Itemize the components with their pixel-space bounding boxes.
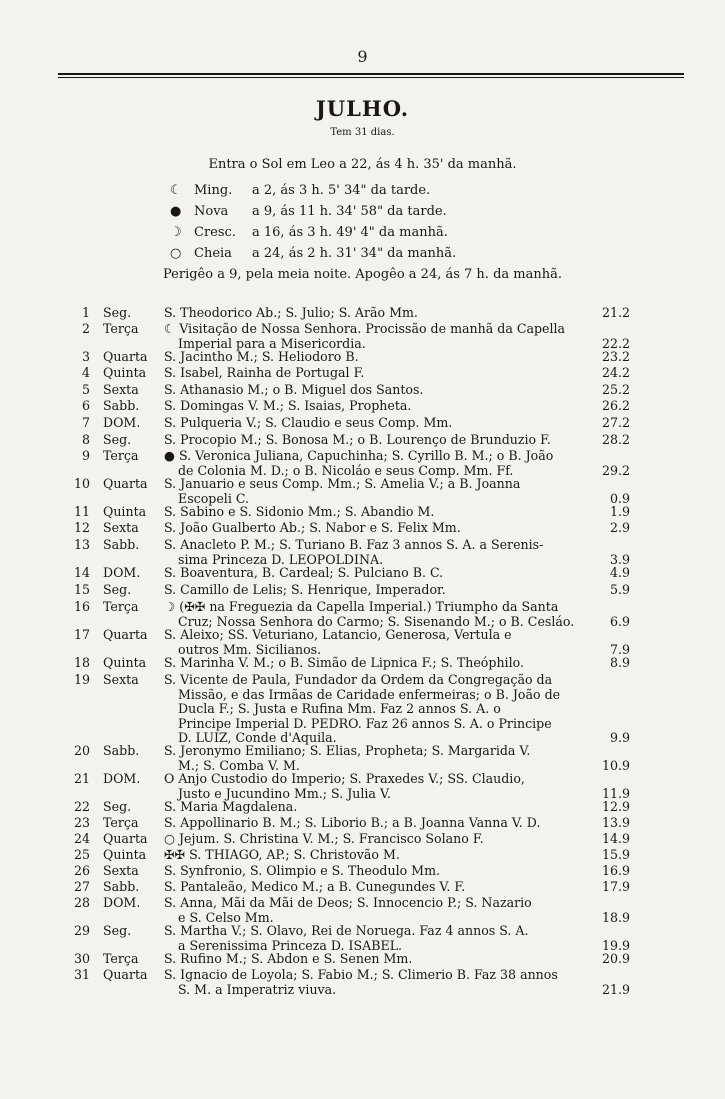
weekday: Terça xyxy=(103,448,139,463)
description-line: a Serenissima Princeza D. ISABEL. xyxy=(178,937,403,953)
moon-phase-line xyxy=(170,204,447,219)
description-line: S. Rufino M.; S. Abdon e S. Senen Mm. xyxy=(164,951,413,966)
weekday: Seg. xyxy=(103,305,132,320)
day-number: 22 xyxy=(73,799,90,814)
description-line: S. Januario e seus Comp. Mm.; S. Amelia V.; a B. Joanna xyxy=(164,476,521,491)
moon-phase-name: Cresc. xyxy=(194,225,236,240)
day-number: 18 xyxy=(73,655,90,670)
moon-phase-name: Cheia xyxy=(194,246,232,261)
day-number: 6 xyxy=(81,398,90,413)
description-line: Missão, e das Irmãas de Caridade enfermeiras; o B. João de xyxy=(178,686,561,702)
description-line: S. Camillo de Lelis; S. Henrique, Imperador. xyxy=(164,582,446,597)
description-line: S. Athanasio M.; o B. Miguel dos Santos. xyxy=(164,382,424,397)
description-line: S. Sabino e S. Sidonio Mm.; S. Abandio M. xyxy=(164,504,435,519)
description-line: O Anjo Custodio do Imperio; S. Praxedes V.; SS. Claudio, xyxy=(164,771,525,786)
moon-age-number: 11.9 xyxy=(602,785,631,801)
saints-description xyxy=(164,896,608,925)
moon-age-number: 26.2 xyxy=(602,398,631,413)
moon-age-number: 5.9 xyxy=(609,582,630,597)
description-line: S. Anna, Mãi da Mãi de Deos; S. Innocencio P.; S. Nazario xyxy=(164,895,532,910)
weekday: Sabb. xyxy=(103,743,140,758)
saints-description xyxy=(164,538,608,567)
saints-description xyxy=(164,505,608,520)
day-number: 12 xyxy=(73,520,90,535)
weekday: Seg. xyxy=(103,582,132,597)
saints-description xyxy=(164,880,608,895)
moon-age-number: 24.2 xyxy=(602,365,631,380)
moon-phase-icon: ☽ xyxy=(170,225,182,240)
description-line: ✠✠ S. THIAGO, AP.; S. Christovão M. xyxy=(164,847,400,862)
sun-entry-line: Entra o Sol em Leo a 22, ás 4 h. 35' da manhã. xyxy=(208,157,517,172)
saints-description xyxy=(164,832,608,847)
weekday: Sabb. xyxy=(103,537,140,552)
moon-age-number: 6.9 xyxy=(609,613,630,629)
moon-age-number: 27.2 xyxy=(602,415,631,430)
moon-age-number: 13.9 xyxy=(602,815,631,830)
moon-phase-time: a 2, ás 3 h. 5' 34" da tarde. xyxy=(252,183,431,198)
moon-age-number: 22.2 xyxy=(602,335,631,351)
saints-description xyxy=(164,744,608,773)
moon-age-number: 21.2 xyxy=(602,305,631,320)
weekday: Quarta xyxy=(103,967,148,982)
description-line: ☽ (✠✠ na Freguezia da Capella Imperial.) Triumpho da Santa xyxy=(164,599,559,614)
weekday: Terça xyxy=(103,951,139,966)
month-title: JULHO. xyxy=(315,96,410,121)
day-number: 28 xyxy=(73,895,90,910)
description-line: ● S. Veronica Juliana, Capuchinha; S. Cyrillo B. M.; o B. João xyxy=(164,448,554,463)
saints-description xyxy=(164,350,608,365)
description-line: Justo e Jucundino Mm.; S. Julia V. xyxy=(178,785,391,801)
header-rule xyxy=(58,73,684,75)
description-line: S. Vicente de Paula, Fundador da Ordem da Congregação da xyxy=(164,672,553,687)
saints-description xyxy=(164,399,608,414)
header-rule-thin xyxy=(58,77,684,78)
day-number: 19 xyxy=(73,672,90,687)
moon-phase-line xyxy=(170,183,430,198)
moon-age-number: 2.9 xyxy=(609,520,630,535)
day-number: 14 xyxy=(73,565,90,580)
description-line: S. Maria Magdalena. xyxy=(164,799,298,814)
description-line: ○ Jejum. S. Christina V. M.; S. Francisco Solano F. xyxy=(164,831,484,846)
day-number: 26 xyxy=(73,863,90,878)
moon-age-number: 12.9 xyxy=(602,799,631,814)
description-line: S. Domingas V. M.; S. Isaias, Propheta. xyxy=(164,398,412,413)
description-line: Ducla F.; S. Justa e Rufina Mm. Faz 2 annos S. A. o xyxy=(178,701,501,717)
description-line: S. Procopio M.; S. Bonosa M.; o B. Lourenço de Brunduzio F. xyxy=(164,432,551,447)
perigee-line: Perigêo a 9, pela meia noite. Apogêo a 24, ás 7 h. da manhã. xyxy=(163,267,562,282)
moon-age-number: 17.9 xyxy=(602,879,631,894)
description-line: S. Anacleto P. M.; S. Turiano B. Faz 3 annos S. A. a Serenis- xyxy=(164,537,544,552)
description-line: Imperial para a Misericordia. xyxy=(178,335,366,351)
saints-description xyxy=(164,433,608,448)
moon-phase-icon: ● xyxy=(170,204,182,219)
description-line: sima Princeza D. LEOPOLDINA. xyxy=(178,551,384,567)
day-number: 27 xyxy=(73,879,90,894)
description-line: S. Boaventura, B. Cardeal; S. Pulciano B. C. xyxy=(164,565,444,580)
weekday: Seg. xyxy=(103,432,132,447)
description-line: S. Theodorico Ab.; S. Julio; S. Arão Mm. xyxy=(164,305,418,320)
moon-age-number: 7.9 xyxy=(609,641,630,657)
day-number: 11 xyxy=(73,504,90,519)
moon-phase-line xyxy=(170,246,456,261)
day-number: 30 xyxy=(73,951,90,966)
weekday: Seg. xyxy=(103,799,132,814)
days-note: Tem 31 dias. xyxy=(330,127,395,138)
day-number: 29 xyxy=(73,923,90,938)
moon-phase-icon: ○ xyxy=(170,246,182,261)
moon-age-number: 14.9 xyxy=(602,831,631,846)
weekday: Sexta xyxy=(103,382,139,397)
saints-description xyxy=(164,322,608,351)
day-number: 10 xyxy=(73,476,90,491)
day-number: 15 xyxy=(73,582,90,597)
description-line: S. Ignacio de Loyola; S. Fabio M.; S. Climerio B. Faz 38 annos xyxy=(164,967,558,982)
day-number: 4 xyxy=(81,365,90,380)
moon-age-number: 28.2 xyxy=(602,432,631,447)
weekday: Quinta xyxy=(103,847,147,862)
moon-age-number: 4.9 xyxy=(609,565,630,580)
day-number: 16 xyxy=(73,599,90,614)
saints-description xyxy=(164,449,608,478)
weekday: DOM. xyxy=(103,895,141,910)
moon-phase-time: a 9, ás 11 h. 34' 58" da tarde. xyxy=(252,204,447,219)
saints-description xyxy=(164,306,608,321)
weekday: DOM. xyxy=(103,415,141,430)
day-number: 23 xyxy=(73,815,90,830)
saints-description xyxy=(164,477,608,506)
saints-description xyxy=(164,800,608,815)
weekday: Sabb. xyxy=(103,879,140,894)
description-line: S. Aleixo; SS. Veturiano, Latancio, Generosa, Vertula e xyxy=(164,627,512,642)
day-number: 1 xyxy=(81,305,90,320)
day-number: 24 xyxy=(73,831,90,846)
description-line: ☾ Visitação de Nossa Senhora. Procissão de manhã da Capella xyxy=(164,321,566,336)
description-line: S. Martha V.; S. Olavo, Rei de Noruega. Faz 4 annos S. A. xyxy=(164,923,529,938)
day-number: 17 xyxy=(73,627,90,642)
saints-description xyxy=(164,952,608,967)
weekday: Quinta xyxy=(103,655,147,670)
day-number: 9 xyxy=(81,448,90,463)
saints-description xyxy=(164,924,608,953)
weekday: Quarta xyxy=(103,476,148,491)
saints-description xyxy=(164,521,608,536)
description-line: S. M. a Imperatriz viuva. xyxy=(178,981,337,997)
moon-age-number: 9.9 xyxy=(609,730,630,746)
description-line: outros Mm. Sicilianos. xyxy=(178,641,322,657)
day-number: 8 xyxy=(81,432,90,447)
day-number: 21 xyxy=(73,771,90,786)
saints-description xyxy=(164,583,608,598)
moon-phase-time: a 16, ás 3 h. 49' 4" da manhã. xyxy=(252,225,448,240)
page-number: 9 xyxy=(357,47,368,66)
day-number: 5 xyxy=(81,382,90,397)
moon-age-number: 23.2 xyxy=(602,349,631,364)
description-line: S. Appollinario B. M.; S. Liborio B.; a B. Joanna Vanna V. D. xyxy=(164,815,541,830)
saints-description xyxy=(164,628,608,657)
day-number: 2 xyxy=(81,321,90,336)
saints-description xyxy=(164,864,608,879)
saints-description xyxy=(164,848,608,863)
weekday: Terça xyxy=(103,599,139,614)
moon-age-number: 0.9 xyxy=(609,490,630,506)
description-line: S. Jacintho M.; S. Heliodoro B. xyxy=(164,349,359,364)
weekday: Sexta xyxy=(103,520,139,535)
weekday: Terça xyxy=(103,321,139,336)
moon-phase-time: a 24, ás 2 h. 31' 34" da manhã. xyxy=(252,246,457,261)
moon-age-number: 3.9 xyxy=(609,551,630,567)
saints-description xyxy=(164,968,608,997)
moon-phase-name: Nova xyxy=(194,204,229,219)
moon-phase-line xyxy=(170,225,448,240)
moon-age-number: 1.9 xyxy=(609,504,630,519)
weekday: Terça xyxy=(103,815,139,830)
weekday: Sabb. xyxy=(103,398,140,413)
moon-phase-name: Ming. xyxy=(194,183,233,198)
day-number: 13 xyxy=(73,537,90,552)
moon-age-number: 8.9 xyxy=(609,655,630,670)
description-line: Escopeli C. xyxy=(178,490,250,506)
description-line: S. Marinha V. M.; o B. Simão de Lipnica F.; S. Theóphilo. xyxy=(164,655,524,670)
description-line: S. Pantaleão, Medico M.; a B. Cunegundes V. F. xyxy=(164,879,466,894)
weekday: Seg. xyxy=(103,923,132,938)
day-number: 7 xyxy=(81,415,90,430)
saints-description xyxy=(164,566,608,581)
weekday: Quarta xyxy=(103,627,148,642)
weekday: Quinta xyxy=(103,365,147,380)
moon-age-number: 29.2 xyxy=(602,462,631,478)
weekday: DOM. xyxy=(103,771,141,786)
weekday: Quarta xyxy=(103,349,148,364)
moon-age-number: 19.9 xyxy=(602,937,631,953)
description-line: S. Synfronio, S. Olimpio e S. Theodulo Mm. xyxy=(164,863,441,878)
description-line: D. LUIZ, Conde d'Aquila. xyxy=(178,730,337,746)
day-number: 31 xyxy=(73,967,90,982)
saints-description xyxy=(164,366,608,381)
day-number: 20 xyxy=(73,743,90,758)
moon-age-number: 25.2 xyxy=(602,382,631,397)
saints-description xyxy=(164,816,608,831)
moon-age-number: 10.9 xyxy=(602,757,631,773)
weekday: DOM. xyxy=(103,565,141,580)
description-line: S. Jeronymo Emiliano; S. Elias, Propheta; S. Margarida V. xyxy=(164,743,531,758)
description-line: Principe Imperial D. PEDRO. Faz 26 annos S. A. o Principe xyxy=(178,715,552,731)
description-line: S. Isabel, Rainha de Portugal F. xyxy=(164,365,365,380)
moon-age-number: 20.9 xyxy=(602,951,631,966)
moon-phase-icon: ☾ xyxy=(170,183,182,198)
moon-age-number: 18.9 xyxy=(602,909,631,925)
moon-age-number: 21.9 xyxy=(602,981,631,997)
description-line: M.; S. Comba V. M. xyxy=(178,757,300,773)
description-line: S. Pulqueria V.; S. Claudio e seus Comp. Mm. xyxy=(164,415,453,430)
description-line: de Colonia M. D.; o B. Nicoláo e seus Comp. Mm. Ff. xyxy=(178,462,514,478)
moon-age-number: 15.9 xyxy=(602,847,631,862)
day-number: 25 xyxy=(73,847,90,862)
weekday: Sexta xyxy=(103,672,139,687)
saints-description xyxy=(164,416,608,431)
saints-description xyxy=(164,772,608,801)
weekday: Quinta xyxy=(103,504,147,519)
saints-description xyxy=(164,383,608,398)
moon-age-number: 16.9 xyxy=(602,863,631,878)
description-line: S. João Gualberto Ab.; S. Nabor e S. Felix Mm. xyxy=(164,520,461,535)
weekday: Sexta xyxy=(103,863,139,878)
saints-description xyxy=(164,600,608,629)
saints-description xyxy=(164,673,608,746)
saints-description xyxy=(164,656,608,671)
description-line: e S. Celso Mm. xyxy=(178,909,274,925)
weekday: Quarta xyxy=(103,831,148,846)
day-number: 3 xyxy=(81,349,90,364)
description-line: Cruz; Nossa Senhora do Carmo; S. Sisenando M.; o B. Cesláo. xyxy=(178,613,575,629)
